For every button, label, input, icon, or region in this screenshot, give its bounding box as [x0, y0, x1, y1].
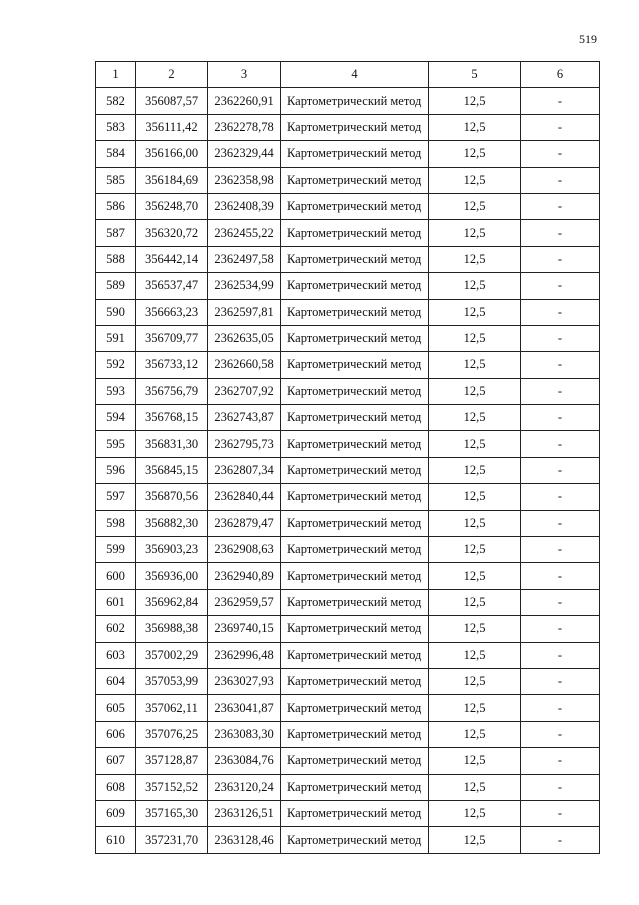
note-cell: - [521, 537, 600, 563]
method-cell: Картометрический метод [281, 246, 429, 272]
note-cell: - [521, 431, 600, 457]
table-row [96, 405, 600, 431]
note-cell: - [521, 616, 600, 642]
x-coordinate-cell: 356903,23 [136, 537, 208, 563]
point-number-cell: 600 [96, 563, 136, 589]
x-coordinate-cell: 356248,70 [136, 193, 208, 219]
y-coordinate-cell: 2362597,81 [208, 299, 281, 325]
table-row [96, 695, 600, 721]
accuracy-cell: 12,5 [429, 431, 521, 457]
x-coordinate-cell: 357128,87 [136, 748, 208, 774]
note-cell: - [521, 352, 600, 378]
method-cell: Картометрический метод [281, 589, 429, 615]
accuracy-cell: 12,5 [429, 668, 521, 694]
accuracy-cell: 12,5 [429, 616, 521, 642]
note-cell: - [521, 642, 600, 668]
note-cell: - [521, 114, 600, 140]
method-cell: Картометрический метод [281, 642, 429, 668]
accuracy-cell: 12,5 [429, 642, 521, 668]
column-header: 1 [96, 62, 136, 88]
method-cell: Картометрический метод [281, 167, 429, 193]
y-coordinate-cell: 2362996,48 [208, 642, 281, 668]
method-cell: Картометрический метод [281, 695, 429, 721]
table-row [96, 510, 600, 536]
table-row [96, 457, 600, 483]
y-coordinate-cell: 2362959,57 [208, 589, 281, 615]
accuracy-cell: 12,5 [429, 405, 521, 431]
accuracy-cell: 12,5 [429, 563, 521, 589]
y-coordinate-cell: 2363128,46 [208, 827, 281, 853]
point-number-cell: 597 [96, 484, 136, 510]
accuracy-cell: 12,5 [429, 378, 521, 404]
note-cell: - [521, 88, 600, 114]
table-row [96, 325, 600, 351]
table-row [96, 167, 600, 193]
note-cell: - [521, 246, 600, 272]
x-coordinate-cell: 356087,57 [136, 88, 208, 114]
y-coordinate-cell: 2362260,91 [208, 88, 281, 114]
y-coordinate-cell: 2362660,58 [208, 352, 281, 378]
method-cell: Картометрический метод [281, 721, 429, 747]
y-coordinate-cell: 2363041,87 [208, 695, 281, 721]
x-coordinate-cell: 357152,52 [136, 774, 208, 800]
x-coordinate-cell: 356768,15 [136, 405, 208, 431]
table-row [96, 193, 600, 219]
accuracy-cell: 12,5 [429, 299, 521, 325]
y-coordinate-cell: 2362879,47 [208, 510, 281, 536]
y-coordinate-cell: 2362534,99 [208, 273, 281, 299]
y-coordinate-cell: 2362707,92 [208, 378, 281, 404]
y-coordinate-cell: 2362278,78 [208, 114, 281, 140]
y-coordinate-cell: 2362743,87 [208, 405, 281, 431]
accuracy-cell: 12,5 [429, 141, 521, 167]
y-coordinate-cell: 2362455,22 [208, 220, 281, 246]
table-row [96, 141, 600, 167]
accuracy-cell: 12,5 [429, 537, 521, 563]
x-coordinate-cell: 356184,69 [136, 167, 208, 193]
method-cell: Картометрический метод [281, 800, 429, 826]
note-cell: - [521, 510, 600, 536]
point-number-cell: 589 [96, 273, 136, 299]
x-coordinate-cell: 356442,14 [136, 246, 208, 272]
method-cell: Картометрический метод [281, 748, 429, 774]
point-number-cell: 596 [96, 457, 136, 483]
point-number-cell: 588 [96, 246, 136, 272]
accuracy-cell: 12,5 [429, 114, 521, 140]
method-cell: Картометрический метод [281, 114, 429, 140]
x-coordinate-cell: 356663,23 [136, 299, 208, 325]
table-row [96, 668, 600, 694]
note-cell: - [521, 721, 600, 747]
x-coordinate-cell: 356831,30 [136, 431, 208, 457]
point-number-cell: 587 [96, 220, 136, 246]
y-coordinate-cell: 2362329,44 [208, 141, 281, 167]
point-number-cell: 607 [96, 748, 136, 774]
note-cell: - [521, 800, 600, 826]
x-coordinate-cell: 356111,42 [136, 114, 208, 140]
point-number-cell: 601 [96, 589, 136, 615]
method-cell: Картометрический метод [281, 141, 429, 167]
point-number-cell: 592 [96, 352, 136, 378]
column-header: 3 [208, 62, 281, 88]
note-cell: - [521, 668, 600, 694]
point-number-cell: 591 [96, 325, 136, 351]
accuracy-cell: 12,5 [429, 484, 521, 510]
table-row [96, 616, 600, 642]
point-number-cell: 584 [96, 141, 136, 167]
point-number-cell: 598 [96, 510, 136, 536]
table-row [96, 220, 600, 246]
y-coordinate-cell: 2363027,93 [208, 668, 281, 694]
point-number-cell: 603 [96, 642, 136, 668]
note-cell: - [521, 774, 600, 800]
y-coordinate-cell: 2369740,15 [208, 616, 281, 642]
table-row [96, 299, 600, 325]
accuracy-cell: 12,5 [429, 246, 521, 272]
accuracy-cell: 12,5 [429, 800, 521, 826]
table-row [96, 273, 600, 299]
x-coordinate-cell: 356709,77 [136, 325, 208, 351]
table-row [96, 88, 600, 114]
y-coordinate-cell: 2362908,63 [208, 537, 281, 563]
point-number-cell: 594 [96, 405, 136, 431]
point-number-cell: 585 [96, 167, 136, 193]
accuracy-cell: 12,5 [429, 774, 521, 800]
y-coordinate-cell: 2362807,34 [208, 457, 281, 483]
y-coordinate-cell: 2362497,58 [208, 246, 281, 272]
point-number-cell: 602 [96, 616, 136, 642]
x-coordinate-cell: 356166,00 [136, 141, 208, 167]
table-row [96, 378, 600, 404]
x-coordinate-cell: 357165,30 [136, 800, 208, 826]
x-coordinate-cell: 356537,47 [136, 273, 208, 299]
table-body [96, 88, 600, 853]
y-coordinate-cell: 2362795,73 [208, 431, 281, 457]
method-cell: Картометрический метод [281, 273, 429, 299]
method-cell: Картометрический метод [281, 616, 429, 642]
method-cell: Картометрический метод [281, 352, 429, 378]
x-coordinate-cell: 357002,29 [136, 642, 208, 668]
x-coordinate-cell: 357062,11 [136, 695, 208, 721]
method-cell: Картометрический метод [281, 457, 429, 483]
point-number-cell: 608 [96, 774, 136, 800]
note-cell: - [521, 273, 600, 299]
y-coordinate-cell: 2363084,76 [208, 748, 281, 774]
x-coordinate-cell: 356882,30 [136, 510, 208, 536]
y-coordinate-cell: 2362358,98 [208, 167, 281, 193]
table-row [96, 563, 600, 589]
point-number-cell: 590 [96, 299, 136, 325]
accuracy-cell: 12,5 [429, 273, 521, 299]
table-row [96, 800, 600, 826]
x-coordinate-cell: 357076,25 [136, 721, 208, 747]
accuracy-cell: 12,5 [429, 748, 521, 774]
note-cell: - [521, 220, 600, 246]
method-cell: Картометрический метод [281, 220, 429, 246]
column-header: 5 [429, 62, 521, 88]
point-number-cell: 595 [96, 431, 136, 457]
table-row [96, 589, 600, 615]
x-coordinate-cell: 356962,84 [136, 589, 208, 615]
column-header: 6 [521, 62, 600, 88]
note-cell: - [521, 695, 600, 721]
table-row [96, 721, 600, 747]
table-row [96, 431, 600, 457]
point-number-cell: 599 [96, 537, 136, 563]
x-coordinate-cell: 356733,12 [136, 352, 208, 378]
accuracy-cell: 12,5 [429, 88, 521, 114]
point-number-cell: 606 [96, 721, 136, 747]
point-number-cell: 609 [96, 800, 136, 826]
table-row [96, 774, 600, 800]
note-cell: - [521, 457, 600, 483]
method-cell: Картометрический метод [281, 325, 429, 351]
y-coordinate-cell: 2363126,51 [208, 800, 281, 826]
y-coordinate-cell: 2362408,39 [208, 193, 281, 219]
accuracy-cell: 12,5 [429, 167, 521, 193]
table-row [96, 484, 600, 510]
note-cell: - [521, 589, 600, 615]
table-row [96, 537, 600, 563]
method-cell: Картометрический метод [281, 378, 429, 404]
coordinates-table [95, 61, 600, 854]
method-cell: Картометрический метод [281, 563, 429, 589]
accuracy-cell: 12,5 [429, 695, 521, 721]
note-cell: - [521, 299, 600, 325]
note-cell: - [521, 193, 600, 219]
point-number-cell: 593 [96, 378, 136, 404]
column-header: 4 [281, 62, 429, 88]
accuracy-cell: 12,5 [429, 193, 521, 219]
point-number-cell: 586 [96, 193, 136, 219]
method-cell: Картометрический метод [281, 88, 429, 114]
table-row [96, 642, 600, 668]
note-cell: - [521, 484, 600, 510]
point-number-cell: 604 [96, 668, 136, 694]
point-number-cell: 582 [96, 88, 136, 114]
table-row [96, 827, 600, 853]
column-header: 2 [136, 62, 208, 88]
method-cell: Картометрический метод [281, 484, 429, 510]
accuracy-cell: 12,5 [429, 352, 521, 378]
method-cell: Картометрический метод [281, 537, 429, 563]
accuracy-cell: 12,5 [429, 827, 521, 853]
method-cell: Картометрический метод [281, 405, 429, 431]
method-cell: Картометрический метод [281, 827, 429, 853]
note-cell: - [521, 325, 600, 351]
note-cell: - [521, 563, 600, 589]
note-cell: - [521, 827, 600, 853]
method-cell: Картометрический метод [281, 668, 429, 694]
x-coordinate-cell: 356870,56 [136, 484, 208, 510]
note-cell: - [521, 405, 600, 431]
x-coordinate-cell: 357231,70 [136, 827, 208, 853]
x-coordinate-cell: 356756,79 [136, 378, 208, 404]
coordinates-table-container [95, 61, 599, 854]
note-cell: - [521, 167, 600, 193]
point-number-cell: 605 [96, 695, 136, 721]
table-row [96, 114, 600, 140]
y-coordinate-cell: 2362840,44 [208, 484, 281, 510]
method-cell: Картометрический метод [281, 193, 429, 219]
y-coordinate-cell: 2363083,30 [208, 721, 281, 747]
method-cell: Картометрический метод [281, 510, 429, 536]
accuracy-cell: 12,5 [429, 220, 521, 246]
accuracy-cell: 12,5 [429, 721, 521, 747]
x-coordinate-cell: 356936,00 [136, 563, 208, 589]
page-number: 519 [579, 32, 597, 46]
x-coordinate-cell: 356988,38 [136, 616, 208, 642]
method-cell: Картометрический метод [281, 431, 429, 457]
accuracy-cell: 12,5 [429, 589, 521, 615]
table-row [96, 246, 600, 272]
table-header-row [96, 62, 600, 88]
method-cell: Картометрический метод [281, 774, 429, 800]
table-row [96, 748, 600, 774]
point-number-cell: 583 [96, 114, 136, 140]
table-row [96, 352, 600, 378]
accuracy-cell: 12,5 [429, 510, 521, 536]
y-coordinate-cell: 2362635,05 [208, 325, 281, 351]
y-coordinate-cell: 2363120,24 [208, 774, 281, 800]
note-cell: - [521, 748, 600, 774]
note-cell: - [521, 141, 600, 167]
point-number-cell: 610 [96, 827, 136, 853]
accuracy-cell: 12,5 [429, 457, 521, 483]
x-coordinate-cell: 356320,72 [136, 220, 208, 246]
method-cell: Картометрический метод [281, 299, 429, 325]
accuracy-cell: 12,5 [429, 325, 521, 351]
y-coordinate-cell: 2362940,89 [208, 563, 281, 589]
x-coordinate-cell: 357053,99 [136, 668, 208, 694]
x-coordinate-cell: 356845,15 [136, 457, 208, 483]
note-cell: - [521, 378, 600, 404]
